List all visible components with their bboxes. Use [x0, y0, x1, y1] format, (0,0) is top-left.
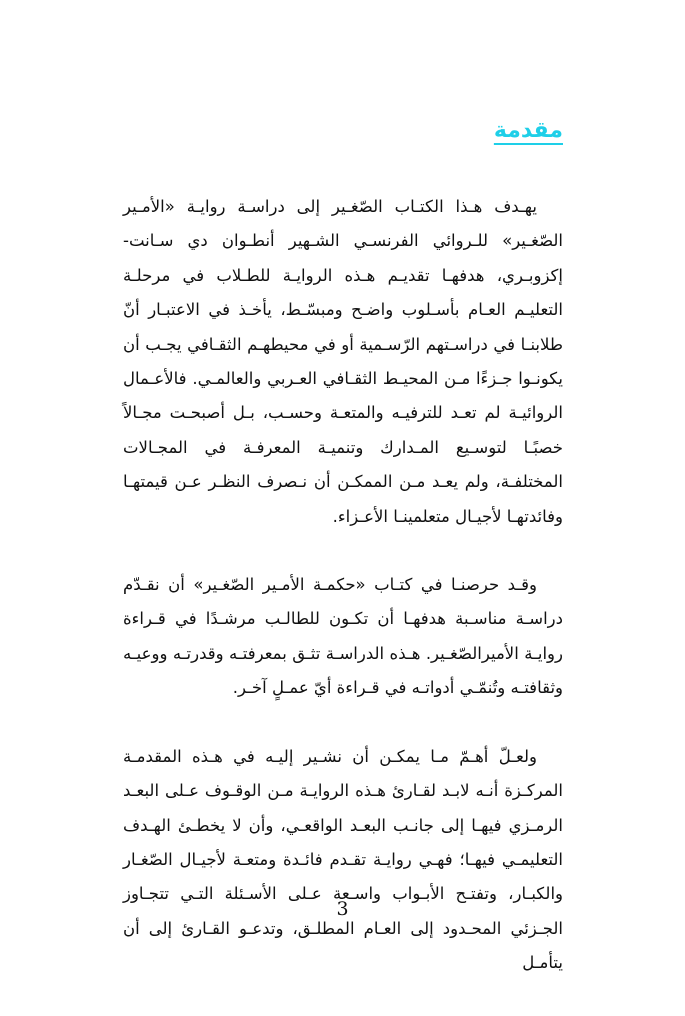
- paragraph-1: يهـدف هـذا الكتـاب الصّغـير إلى دراسـة روايـة «الأمـير الصّغـير» للـروائي الفرنسـي الشـهير أنطـوان دي سـانت- إكزوبـري، هدفهـا تقديـم هـذه الروايـة للطـلاب في مرحلـة التعليـم العـام بأسـلوب واضـح ومبسّـط، يأخـذ في الاعتبـار أنّ طلابنـا في دراسـتهم الرّسـمية أو في محيطهـم الثقـافي يجـب أن يكونـوا جـزءًا مـن المحيـط الثقـافي العـربي والعالمـي. فالأعـمال الروائيـة لم تعـد للترفيـه والمتعـة وحسـب، بـل أصبحـت مجـالاً خصبًـا لتوسـيع المـدارك وتنميـة المعرفـة في المجـالات المختلفـة، ولم يعـد مـن الممكـن أن نـصرف النظـر عـن قيمتهـا وفائدتهـا لأجيـال متعلمينـا الأعـزاء.: [123, 197, 563, 526]
- body-text: [123, 190, 563, 1015]
- paragraph-2: وقـد حرصنـا في كتـاب «حكمـة الأمـير الصّغـير» أن نقـدّم دراسـة مناسـبة هدفهـا أن تكـون للطالـب مرشـدًا في قـراءة روايـة الأميرالصّغـير. هـذه الدراسـة تثـق بمعرفتـه وقدرتـه ووعيـه وثقافتـه وتُنمّـي أدواتـه في قـراءة أيّ عمـلٍ آخـر.: [123, 575, 563, 698]
- page-title: مقدمة: [493, 118, 563, 143]
- paragraph-3: ولعـلّ أهـمّ مـا يمكـن أن نشـير إليـه في هـذه المقدمـة المركـزة أنـه لابـد لقـارئ هـذه الروايـة مـن الوقـوف عـلى البعـد الرمـزي فيهـا إلى جانـب البعـد الواقعـي، وأن لا يخطـئ الهـدف التعليمـي فيهـا؛ فهـي روايـة تقـدم فائـدة ومتعـة لأجيـال الصّغـار والكبـار، وتفتـح الأبـواب واسـعة عـلى الأسـئلة التـي تتجـاوز الجـزئي المحـدود إلى العـام المطلـق، وتدعـو القـارئ إلى أن يتأمـل: [123, 746, 563, 973]
- page-number: 3: [336, 898, 349, 920]
